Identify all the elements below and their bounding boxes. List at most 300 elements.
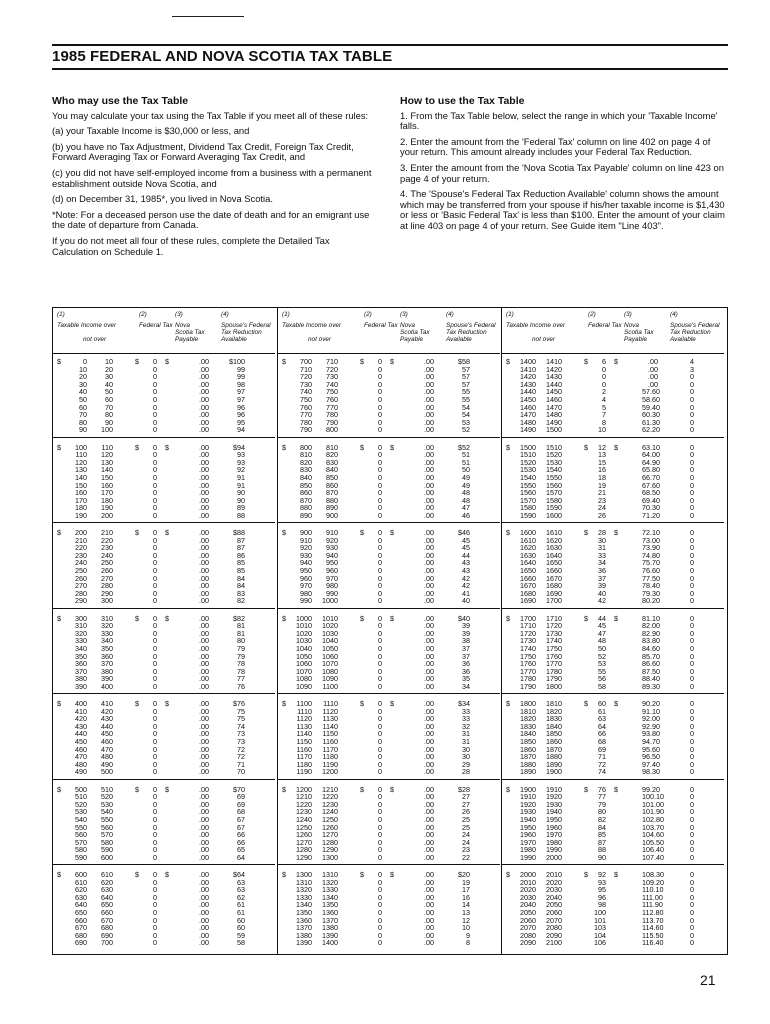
income-not-over: 1650 [546, 558, 562, 568]
nova-scotia-tax: .00 [199, 737, 209, 746]
income-not-over: 330 [101, 628, 113, 638]
spouse-reduction: 31 [462, 729, 470, 739]
nova-scotia-tax: .00 [424, 729, 434, 739]
income-not-over: 1270 [322, 830, 338, 840]
federal-tax: 0 [378, 543, 382, 553]
income-not-over: 1560 [546, 480, 562, 490]
income-over: 1310 [296, 877, 312, 887]
income-over: 860 [300, 488, 312, 498]
nova-scotia-tax: 73.90 [642, 543, 660, 553]
income-not-over: 890 [326, 503, 338, 513]
nova-scotia-tax: 111.00 [642, 892, 663, 902]
table-block [53, 782, 275, 866]
federal-tax: 79 [598, 799, 606, 809]
income-not-over: 2020 [546, 877, 562, 887]
spouse-reduction: 0 [690, 510, 694, 520]
federal-tax: 6 [602, 357, 606, 366]
spouse-reduction: $70 [233, 784, 245, 794]
federal-tax: 0 [153, 666, 157, 676]
income-not-over: 340 [101, 636, 113, 646]
nova-scotia-tax: .00 [199, 706, 209, 716]
spouse-reduction: 81 [237, 621, 245, 631]
income-not-over: 1740 [546, 636, 562, 646]
dollar-sign: $ [57, 528, 61, 537]
nova-scotia-tax: .00 [199, 938, 209, 948]
table-row [502, 854, 724, 863]
income-over: 460 [75, 744, 87, 754]
income-not-over: 220 [101, 535, 113, 545]
federal-tax: 0 [378, 792, 382, 802]
table-block [53, 611, 275, 695]
nova-scotia-tax: 92.90 [642, 721, 660, 731]
income-over: 710 [300, 364, 312, 374]
dollar-sign: $ [390, 528, 394, 537]
federal-tax: 0 [378, 588, 382, 598]
spouse-reduction: 96 [237, 402, 245, 412]
income-not-over: 1450 [546, 387, 562, 397]
dollar-sign: $ [57, 442, 61, 452]
federal-tax: 96 [598, 892, 606, 902]
hdr-taxable-income: Taxable Income over [282, 322, 342, 329]
income-not-over: 650 [101, 900, 113, 910]
income-not-over: 1390 [322, 930, 338, 940]
federal-tax: 92 [598, 870, 606, 879]
federal-tax: 44 [598, 613, 606, 623]
income-not-over: 550 [101, 814, 113, 824]
income-not-over: 1130 [322, 714, 338, 724]
spouse-reduction: 79 [237, 651, 245, 661]
federal-tax: 71 [598, 752, 606, 762]
income-not-over: 1250 [322, 814, 338, 824]
federal-tax: 0 [153, 472, 157, 482]
income-not-over: 520 [101, 792, 113, 802]
income-not-over: 1790 [546, 674, 562, 684]
federal-tax: 104 [594, 930, 606, 940]
income-over: 2020 [520, 885, 536, 895]
income-not-over: 660 [101, 908, 113, 917]
nova-scotia-tax: .00 [199, 837, 209, 847]
nova-scotia-tax: .00 [424, 885, 434, 895]
table-row [53, 512, 275, 521]
income-over: 720 [300, 372, 312, 382]
spouse-reduction: 0 [690, 706, 694, 716]
spouse-reduction: 78 [237, 666, 245, 676]
spouse-reduction: 55 [462, 395, 470, 404]
hdr-nova-scotia-tax: Nova Scotia Tax Payable [624, 322, 654, 343]
income-over: 340 [75, 643, 87, 653]
spouse-reduction: 0 [690, 752, 694, 762]
table-header [502, 308, 724, 354]
tax-table [52, 307, 728, 955]
federal-tax: 0 [153, 908, 157, 917]
hdr-spouse-reduction-number: (4) [221, 311, 229, 318]
spouse-reduction: 52 [462, 425, 470, 435]
federal-tax: 45 [598, 621, 606, 631]
nova-scotia-tax: .00 [424, 628, 434, 638]
dollar-sign: $ [282, 699, 286, 708]
nova-scotia-tax: .00 [199, 528, 209, 537]
federal-tax: 0 [153, 699, 157, 708]
income-not-over: 210 [101, 528, 113, 537]
federal-tax: 0 [153, 417, 157, 427]
income-over: 1080 [296, 674, 312, 684]
income-not-over: 720 [326, 364, 338, 374]
federal-tax: 0 [153, 410, 157, 420]
nova-scotia-tax: .00 [424, 744, 434, 754]
dollar-sign: $ [506, 357, 510, 366]
federal-tax: 61 [598, 706, 606, 716]
dollar-sign: $ [506, 699, 510, 708]
spouse-reduction: 26 [462, 807, 470, 817]
income-over: 1830 [520, 721, 536, 731]
nova-scotia-tax: .00 [424, 495, 434, 505]
nova-scotia-tax: 97.40 [642, 759, 660, 769]
federal-tax: 0 [378, 472, 382, 482]
income-over: 370 [75, 666, 87, 676]
nova-scotia-tax: .00 [424, 807, 434, 817]
nova-scotia-tax: .00 [424, 581, 434, 591]
nova-scotia-tax: 74.80 [642, 550, 660, 560]
income-over: 1030 [296, 636, 312, 646]
income-not-over: 1720 [546, 621, 562, 631]
income-over: 1480 [520, 417, 536, 427]
nova-scotia-tax: 88.40 [642, 674, 660, 684]
table-block [502, 611, 724, 695]
federal-tax: 16 [598, 465, 606, 475]
federal-tax: 87 [598, 837, 606, 847]
income-over: 1610 [520, 535, 536, 545]
federal-tax: 100 [594, 908, 606, 917]
spouse-reduction: 42 [462, 573, 470, 583]
federal-tax: 0 [153, 845, 157, 855]
income-over: 670 [75, 923, 87, 933]
income-not-over: 1000 [322, 596, 338, 606]
federal-tax: 0 [153, 923, 157, 933]
spouse-reduction: 0 [690, 573, 694, 583]
spouse-reduction: 84 [237, 581, 245, 591]
federal-tax: 69 [598, 744, 606, 754]
nova-scotia-tax: 90.20 [642, 699, 660, 708]
income-over: 280 [75, 588, 87, 598]
spouse-reduction: 0 [690, 877, 694, 887]
nova-scotia-tax: .00 [424, 845, 434, 855]
income-over: 2000 [520, 870, 536, 879]
federal-tax: 0 [153, 621, 157, 631]
who-heading: Who may use the Tax Table [52, 95, 189, 107]
income-not-over: 20 [105, 364, 113, 374]
spouse-reduction: 91 [237, 472, 245, 482]
spouse-reduction: 65 [237, 845, 245, 855]
hdr-taxable-income-number: (1) [282, 311, 290, 318]
federal-tax: 101 [594, 915, 606, 925]
federal-tax: 0 [378, 442, 382, 452]
nova-scotia-tax: .00 [199, 807, 209, 817]
income-over: 1450 [520, 395, 536, 404]
income-not-over: 2040 [546, 892, 562, 902]
income-over: 1850 [520, 737, 536, 746]
spouse-reduction: $34 [458, 699, 470, 708]
income-over: 390 [75, 681, 87, 691]
federal-tax: 0 [153, 442, 157, 452]
income-not-over: 2050 [546, 900, 562, 910]
spouse-reduction: 46 [462, 510, 470, 520]
federal-tax: 0 [378, 822, 382, 832]
income-over: 380 [75, 674, 87, 684]
spouse-reduction: 12 [462, 915, 470, 925]
income-not-over: 30 [105, 372, 113, 382]
income-not-over: 540 [101, 807, 113, 817]
federal-tax: 0 [153, 613, 157, 623]
nova-scotia-tax: .00 [199, 372, 209, 382]
income-over: 190 [75, 510, 87, 520]
title-rule-bottom [52, 68, 728, 70]
income-over: 840 [300, 472, 312, 482]
income-not-over: 1850 [546, 729, 562, 739]
spouse-reduction: 10 [462, 923, 470, 933]
income-over: 1200 [296, 784, 312, 794]
income-over: 1780 [520, 674, 536, 684]
income-over: 420 [75, 714, 87, 724]
federal-tax: 0 [153, 528, 157, 537]
spouse-reduction: 0 [690, 535, 694, 545]
dollar-sign: $ [390, 699, 394, 708]
federal-tax: 95 [598, 885, 606, 895]
spouse-reduction: 49 [462, 480, 470, 490]
spouse-reduction: $52 [458, 442, 470, 452]
federal-tax: 0 [153, 837, 157, 847]
income-not-over: 150 [101, 472, 113, 482]
nova-scotia-tax: .00 [199, 387, 209, 397]
income-not-over: 1380 [322, 923, 338, 933]
spouse-reduction: 45 [462, 543, 470, 553]
spouse-reduction: 76 [237, 681, 245, 691]
income-over: 200 [75, 528, 87, 537]
federal-tax: 0 [378, 852, 382, 862]
nova-scotia-tax: .00 [424, 792, 434, 802]
income-not-over: 2090 [546, 930, 562, 940]
federal-tax: 0 [153, 588, 157, 598]
federal-tax: 90 [598, 852, 606, 862]
spouse-reduction: 0 [690, 900, 694, 910]
nova-scotia-tax: .00 [199, 535, 209, 545]
nova-scotia-tax: .00 [424, 799, 434, 809]
federal-tax: 0 [378, 503, 382, 513]
nova-scotia-tax: .00 [424, 892, 434, 902]
spouse-reduction: 3 [690, 364, 694, 374]
nova-scotia-tax: .00 [424, 596, 434, 606]
income-over: 1090 [296, 681, 312, 691]
table-row [53, 597, 275, 606]
spouse-reduction: 66 [237, 830, 245, 840]
dollar-sign: $ [584, 870, 588, 879]
income-over: 640 [75, 900, 87, 910]
nova-scotia-tax: 95.60 [642, 744, 660, 754]
income-over: 1340 [296, 900, 312, 910]
spouse-reduction: 0 [690, 699, 694, 708]
income-over: 1540 [520, 472, 536, 482]
federal-tax: 68 [598, 737, 606, 746]
income-not-over: 1910 [546, 784, 562, 794]
nova-scotia-tax: 76.60 [642, 566, 660, 575]
spouse-reduction: 87 [237, 535, 245, 545]
nova-scotia-tax: 75.70 [642, 558, 660, 568]
nova-scotia-tax: .00 [199, 543, 209, 553]
spouse-reduction: 0 [690, 759, 694, 769]
nova-scotia-tax: .00 [424, 643, 434, 653]
income-not-over: 1950 [546, 814, 562, 824]
income-not-over: 140 [101, 465, 113, 475]
spouse-reduction: 59 [237, 930, 245, 940]
federal-tax: 36 [598, 566, 606, 575]
federal-tax: 0 [153, 495, 157, 505]
income-not-over: 1590 [546, 503, 562, 513]
income-not-over: 940 [326, 550, 338, 560]
income-not-over: 1670 [546, 573, 562, 583]
income-over: 1420 [520, 372, 536, 382]
nova-scotia-tax: .00 [424, 410, 434, 420]
spouse-reduction: 45 [462, 535, 470, 545]
dollar-sign: $ [57, 613, 61, 623]
spouse-reduction: 72 [237, 752, 245, 762]
nova-scotia-tax: 64.90 [642, 457, 660, 467]
dollar-sign: $ [282, 528, 286, 537]
nova-scotia-tax: .00 [424, 721, 434, 731]
federal-tax: 0 [153, 938, 157, 948]
nova-scotia-tax: .00 [199, 410, 209, 420]
spouse-reduction: 0 [690, 643, 694, 653]
dollar-sign: $ [506, 870, 510, 879]
income-over: 1370 [296, 923, 312, 933]
table-block [278, 611, 500, 695]
income-over: 90 [79, 425, 87, 435]
income-over: 2050 [520, 908, 536, 917]
nova-scotia-tax: .00 [199, 915, 209, 925]
income-over: 1770 [520, 666, 536, 676]
spouse-reduction: 0 [690, 830, 694, 840]
income-not-over: 1580 [546, 495, 562, 505]
income-over: 470 [75, 752, 87, 762]
income-over: 1500 [520, 442, 536, 452]
income-over: 2010 [520, 877, 536, 887]
income-over: 1810 [520, 706, 536, 716]
spouse-reduction: 25 [462, 822, 470, 832]
income-not-over: 630 [101, 885, 113, 895]
income-not-over: 1630 [546, 543, 562, 553]
table-row [278, 768, 500, 777]
income-over: 1150 [296, 737, 312, 746]
who-note: *Note: For a deceased person use the date of death and for an emigrant use the date of departure from Canada. [52, 208, 370, 231]
nova-scotia-tax: 62.20 [642, 425, 660, 435]
hdr-federal-tax-number: (2) [364, 311, 372, 318]
income-over: 1720 [520, 628, 536, 638]
table-block [53, 525, 275, 609]
income-not-over: 200 [101, 510, 113, 520]
spouse-reduction: 0 [690, 792, 694, 802]
income-over: 1680 [520, 588, 536, 598]
income-over: 310 [75, 621, 87, 631]
spouse-reduction: 81 [237, 628, 245, 638]
spouse-reduction: 97 [237, 395, 245, 404]
income-not-over: 1820 [546, 706, 562, 716]
income-over: 890 [300, 510, 312, 520]
spouse-reduction: 73 [237, 729, 245, 739]
federal-tax: 55 [598, 666, 606, 676]
spouse-reduction: 0 [690, 488, 694, 498]
income-over: 690 [75, 938, 87, 948]
federal-tax: 0 [378, 550, 382, 560]
spouse-reduction: 92 [237, 465, 245, 475]
income-over: 60 [79, 402, 87, 412]
income-over: 1580 [520, 503, 536, 513]
spouse-reduction: 90 [237, 495, 245, 505]
income-not-over: 910 [326, 528, 338, 537]
income-not-over: 1940 [546, 807, 562, 817]
income-not-over: 1900 [546, 767, 562, 777]
income-over: 240 [75, 558, 87, 568]
dollar-sign: $ [390, 784, 394, 794]
spouse-reduction: 39 [462, 628, 470, 638]
income-over: 700 [300, 357, 312, 366]
federal-tax: 0 [378, 900, 382, 910]
income-not-over: 1510 [546, 442, 562, 452]
who-section [52, 96, 372, 262]
income-not-over: 760 [326, 395, 338, 404]
hdr-taxable-income: Taxable Income over [506, 322, 566, 329]
income-not-over: 1890 [546, 759, 562, 769]
income-not-over: 1980 [546, 837, 562, 847]
income-not-over: 570 [101, 830, 113, 840]
nova-scotia-tax: .00 [199, 621, 209, 631]
spouse-reduction: 86 [237, 550, 245, 560]
dollar-sign: $ [614, 613, 618, 623]
income-not-over: 450 [101, 729, 113, 739]
income-over: 960 [300, 573, 312, 583]
nova-scotia-tax: .00 [424, 395, 434, 404]
federal-tax: 0 [378, 573, 382, 583]
nova-scotia-tax: .00 [199, 643, 209, 653]
income-not-over: 1710 [546, 613, 562, 623]
nova-scotia-tax: .00 [199, 930, 209, 940]
nova-scotia-tax: .00 [199, 699, 209, 708]
table-row [53, 939, 275, 948]
income-over: 1050 [296, 651, 312, 661]
nova-scotia-tax: .00 [424, 930, 434, 940]
dollar-sign: $ [57, 357, 61, 366]
nova-scotia-tax: 59.40 [642, 402, 660, 412]
income-not-over: 750 [326, 387, 338, 397]
income-not-over: 880 [326, 495, 338, 505]
federal-tax: 103 [594, 923, 606, 933]
income-not-over: 1860 [546, 737, 562, 746]
income-over: 1570 [520, 495, 536, 505]
income-not-over: 1110 [323, 699, 338, 708]
spouse-reduction: 51 [462, 450, 470, 460]
income-not-over: 740 [326, 379, 338, 389]
spouse-reduction: 49 [462, 472, 470, 482]
nova-scotia-tax: 82.00 [642, 621, 660, 631]
spouse-reduction: 0 [690, 930, 694, 940]
hdr-federal-tax: Federal Tax [139, 322, 173, 329]
income-not-over: 1750 [546, 643, 562, 653]
federal-tax: 0 [153, 450, 157, 460]
nova-scotia-tax: .00 [199, 613, 209, 623]
federal-tax: 0 [378, 759, 382, 769]
federal-tax: 0 [153, 425, 157, 435]
federal-tax: 12 [598, 442, 606, 452]
dollar-sign: $ [360, 357, 364, 366]
income-over: 1250 [296, 822, 312, 832]
dollar-sign: $ [165, 870, 169, 879]
